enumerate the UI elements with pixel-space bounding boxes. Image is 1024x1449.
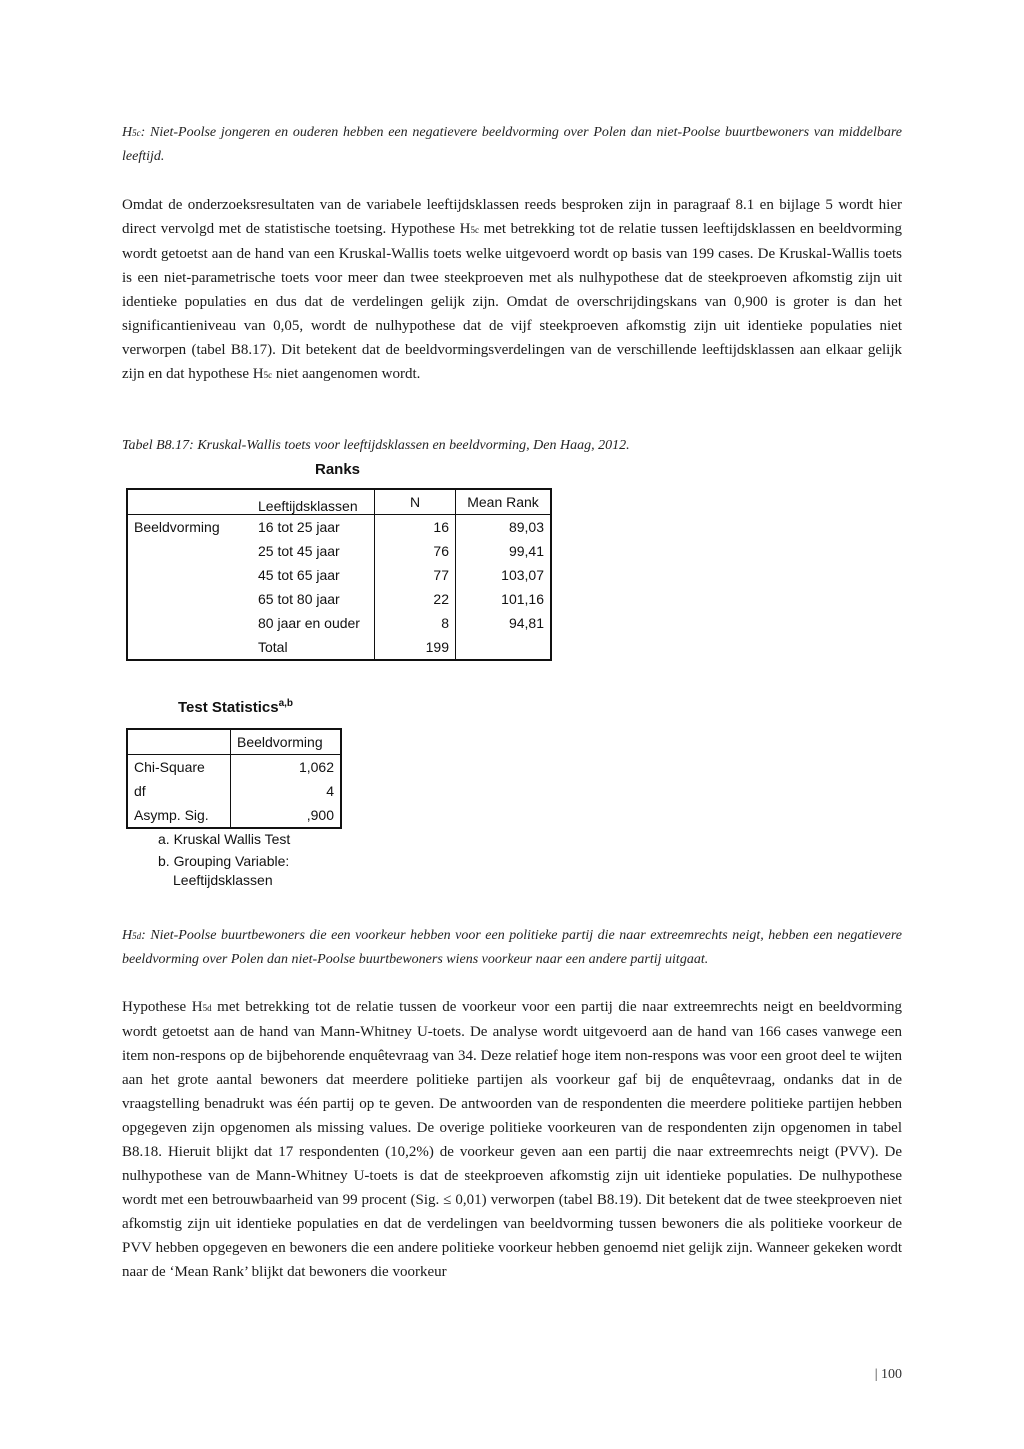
test-statistics-cell: Chi-Square xyxy=(127,755,231,780)
page-number: | 100 xyxy=(874,1367,902,1382)
test-statistics-header-row xyxy=(127,729,341,755)
ranks-cell: 80 jaar en ouder xyxy=(252,611,375,635)
table-row xyxy=(127,755,341,780)
ranks-cell: 89,03 xyxy=(508,519,544,535)
table-row xyxy=(127,803,341,828)
table-row xyxy=(127,539,551,563)
ranks-title: Ranks xyxy=(315,461,361,478)
test-statistics-cell: 4 xyxy=(326,783,334,799)
hypothesis-subscript: 5d xyxy=(132,931,142,941)
test-statistics-title-sup: a,b xyxy=(278,698,294,709)
test-statistics-cell: Asymp. Sig. xyxy=(127,803,231,828)
ranks-cell: 76 xyxy=(375,539,456,563)
ranks-cell: 77 xyxy=(375,563,456,587)
paragraph-h5c-analysis xyxy=(122,193,902,387)
ranks-cell: 199 xyxy=(375,635,456,660)
hypothesis-h5c xyxy=(122,121,902,169)
paragraph-text: niet aangenomen wordt. xyxy=(272,366,421,382)
table-row xyxy=(127,587,551,611)
ranks-cell: 101,16 xyxy=(501,591,544,607)
paragraph-text: met betrekking tot de relatie tussen leeftijdsklassen en beeldvorming wordt getoetst aan de hand van een Kruskal-Wallis toets welke uitgevoerd wordt op basis van 199 cases. De Kruskal-Wallis toets is een niet-parametrische toets voor meer dan twee steekproeven met als nulhypothese dat de steekproeven afkomstig zijn uit identieke populaties en dus dat de verdelingen gelijk zijn. Omdat de overschrijdingskans van 0,900 is groter is dan het significantieniveau van 0,05, wordt de nulhypothese dat de vijf steekproeven afkomstig zijn uit identieke populaties niet verworpen (tabel B8.17). Dit betekent dat de beeldvormingsverdelingen van de verschillende leeftijdsklassen aan elkaar gelijk zijn en dat hypothese H xyxy=(122,221,902,382)
table-row xyxy=(127,515,551,540)
hypothesis-h5d xyxy=(122,924,902,972)
test-statistics-footnotes xyxy=(158,830,290,890)
test-statistics-header-cell: Beeldvorming xyxy=(231,729,342,755)
ranks-cell: 65 tot 80 jaar xyxy=(252,587,375,611)
test-statistics-cell: 1,062 xyxy=(298,759,334,775)
table-row xyxy=(127,635,551,660)
test-statistics-title-text: Test Statistics xyxy=(178,699,279,716)
subscript: 5c xyxy=(470,225,479,235)
ranks-row-label: Beeldvorming xyxy=(134,519,220,535)
ranks-cell: 94,81 xyxy=(508,615,544,631)
ranks-cell: 45 tot 65 jaar xyxy=(252,563,375,587)
hypothesis-label: H xyxy=(122,125,133,140)
hypothesis-subscript: 5c xyxy=(132,128,141,138)
test-statistics-cell: ,900 xyxy=(306,807,334,823)
table-row xyxy=(127,611,551,635)
ranks-table xyxy=(126,488,552,661)
footnote-a: a. Kruskal Wallis Test xyxy=(158,831,291,847)
subscript: 5d xyxy=(202,1003,212,1013)
ranks-header-cell: Leeftijdsklassen xyxy=(252,489,375,515)
subscript: 5c xyxy=(263,370,273,380)
ranks-header-cell: N xyxy=(375,489,456,515)
table-row xyxy=(127,779,341,803)
ranks-header-cell: Mean Rank xyxy=(456,489,552,515)
ranks-cell: Total xyxy=(252,635,375,660)
ranks-cell: 22 xyxy=(375,587,456,611)
table-row xyxy=(127,563,551,587)
hypothesis-text: : Niet-Poolse buurtbewoners die een voorkeur hebben voor een politieke partij die naar extreemrechts neigt, hebben een negatievere beeldvorming over Polen dan niet-Poolse buurtbewoners wiens voorkeur naar een andere partij uitgaat. xyxy=(122,928,902,967)
paragraph-text: met betrekking tot de relatie tussen de voorkeur voor een partij die naar extreemrechts neigt en beeldvorming wordt getoetst aan de hand van Mann-Whitney U-toets. De analyse wordt uitgevoerd aan de hand van 166 cases vanwege een item non-respons op de bijbehorende enquêtevraag van 34. Deze relatief hoge item non-respons was voor een groot deel te wijten aan het grote aantal bewoners dat meerdere politieke partijen als voorkeur gaf bij de enquêtevraag, ondanks dat in de vraagstelling benadrukt was één partij op te geven. De antwoorden van de respondenten die meerdere politieke partijen hebben opgegeven zijn opgenomen als missing values. De overige politieke voorkeuren van de respondenten zijn opgenomen in tabel B8.18. Hieruit blijkt dat 17 respondenten (10,2%) de voorkeur geven aan een partij die naar extreemrechts neigt (PVV). De nulhypothese van de Mann-Whitney U-toets is dat de steekproeven afkomstig zijn uit identieke populaties. De nulhypothese wordt met een betrouwbaarheid van 99 procent (Sig. ≤ 0,01) verworpen (tabel B8.19). Dit betekent dat de twee steekproeven niet afkomstig zijn uit identieke populaties en dat de verdelingen van beeldvorming tussen bewoners die als politieke voorkeur de PVV hebben opgegeven en bewoners die een andere politieke voorkeur hebben genoemd niet gelijk zijn. Wanneer gekeken wordt naar de ‘Mean Rank’ blijkt dat bewoners die voorkeur xyxy=(122,999,902,1280)
test-statistics-table xyxy=(126,728,342,829)
hypothesis-label: H xyxy=(122,928,133,943)
test-statistics-title xyxy=(178,698,293,716)
footnote-b: b. Grouping Variable: xyxy=(158,853,290,869)
hypothesis-text: : Niet-Poolse jongeren en ouderen hebben een negatievere beeldvorming over Polen dan niet-Poolse buurtbewoners van middelbare leeftijd. xyxy=(122,125,902,164)
ranks-cell: 16 xyxy=(375,515,456,540)
paragraph-h5d-analysis xyxy=(122,995,902,1284)
paragraph-text: Omdat de onderzoeksresultaten van de variabele leeftijdsklassen reeds besproken zijn in paragraaf 8.1 en bijlage 5 wordt hier direct vervolgd met de statistische toetsing. Hypothese H xyxy=(122,197,902,237)
ranks-header-cell xyxy=(127,489,252,515)
ranks-header-row xyxy=(127,489,551,515)
ranks-cell xyxy=(456,635,552,660)
ranks-cell: 16 tot 25 jaar xyxy=(252,515,375,540)
ranks-cell: 25 tot 45 jaar xyxy=(252,539,375,563)
footnote-b-continued: Leeftijdsklassen xyxy=(173,872,273,888)
test-statistics-cell: df xyxy=(127,779,231,803)
ranks-cell: 103,07 xyxy=(501,567,544,583)
table-caption: Tabel B8.17: Kruskal-Wallis toets voor leeftijdsklassen en beeldvorming, Den Haag, 2012. xyxy=(122,438,630,453)
ranks-cell: 8 xyxy=(375,611,456,635)
paragraph-text: Hypothese H xyxy=(122,999,203,1015)
ranks-cell: 99,41 xyxy=(508,543,544,559)
